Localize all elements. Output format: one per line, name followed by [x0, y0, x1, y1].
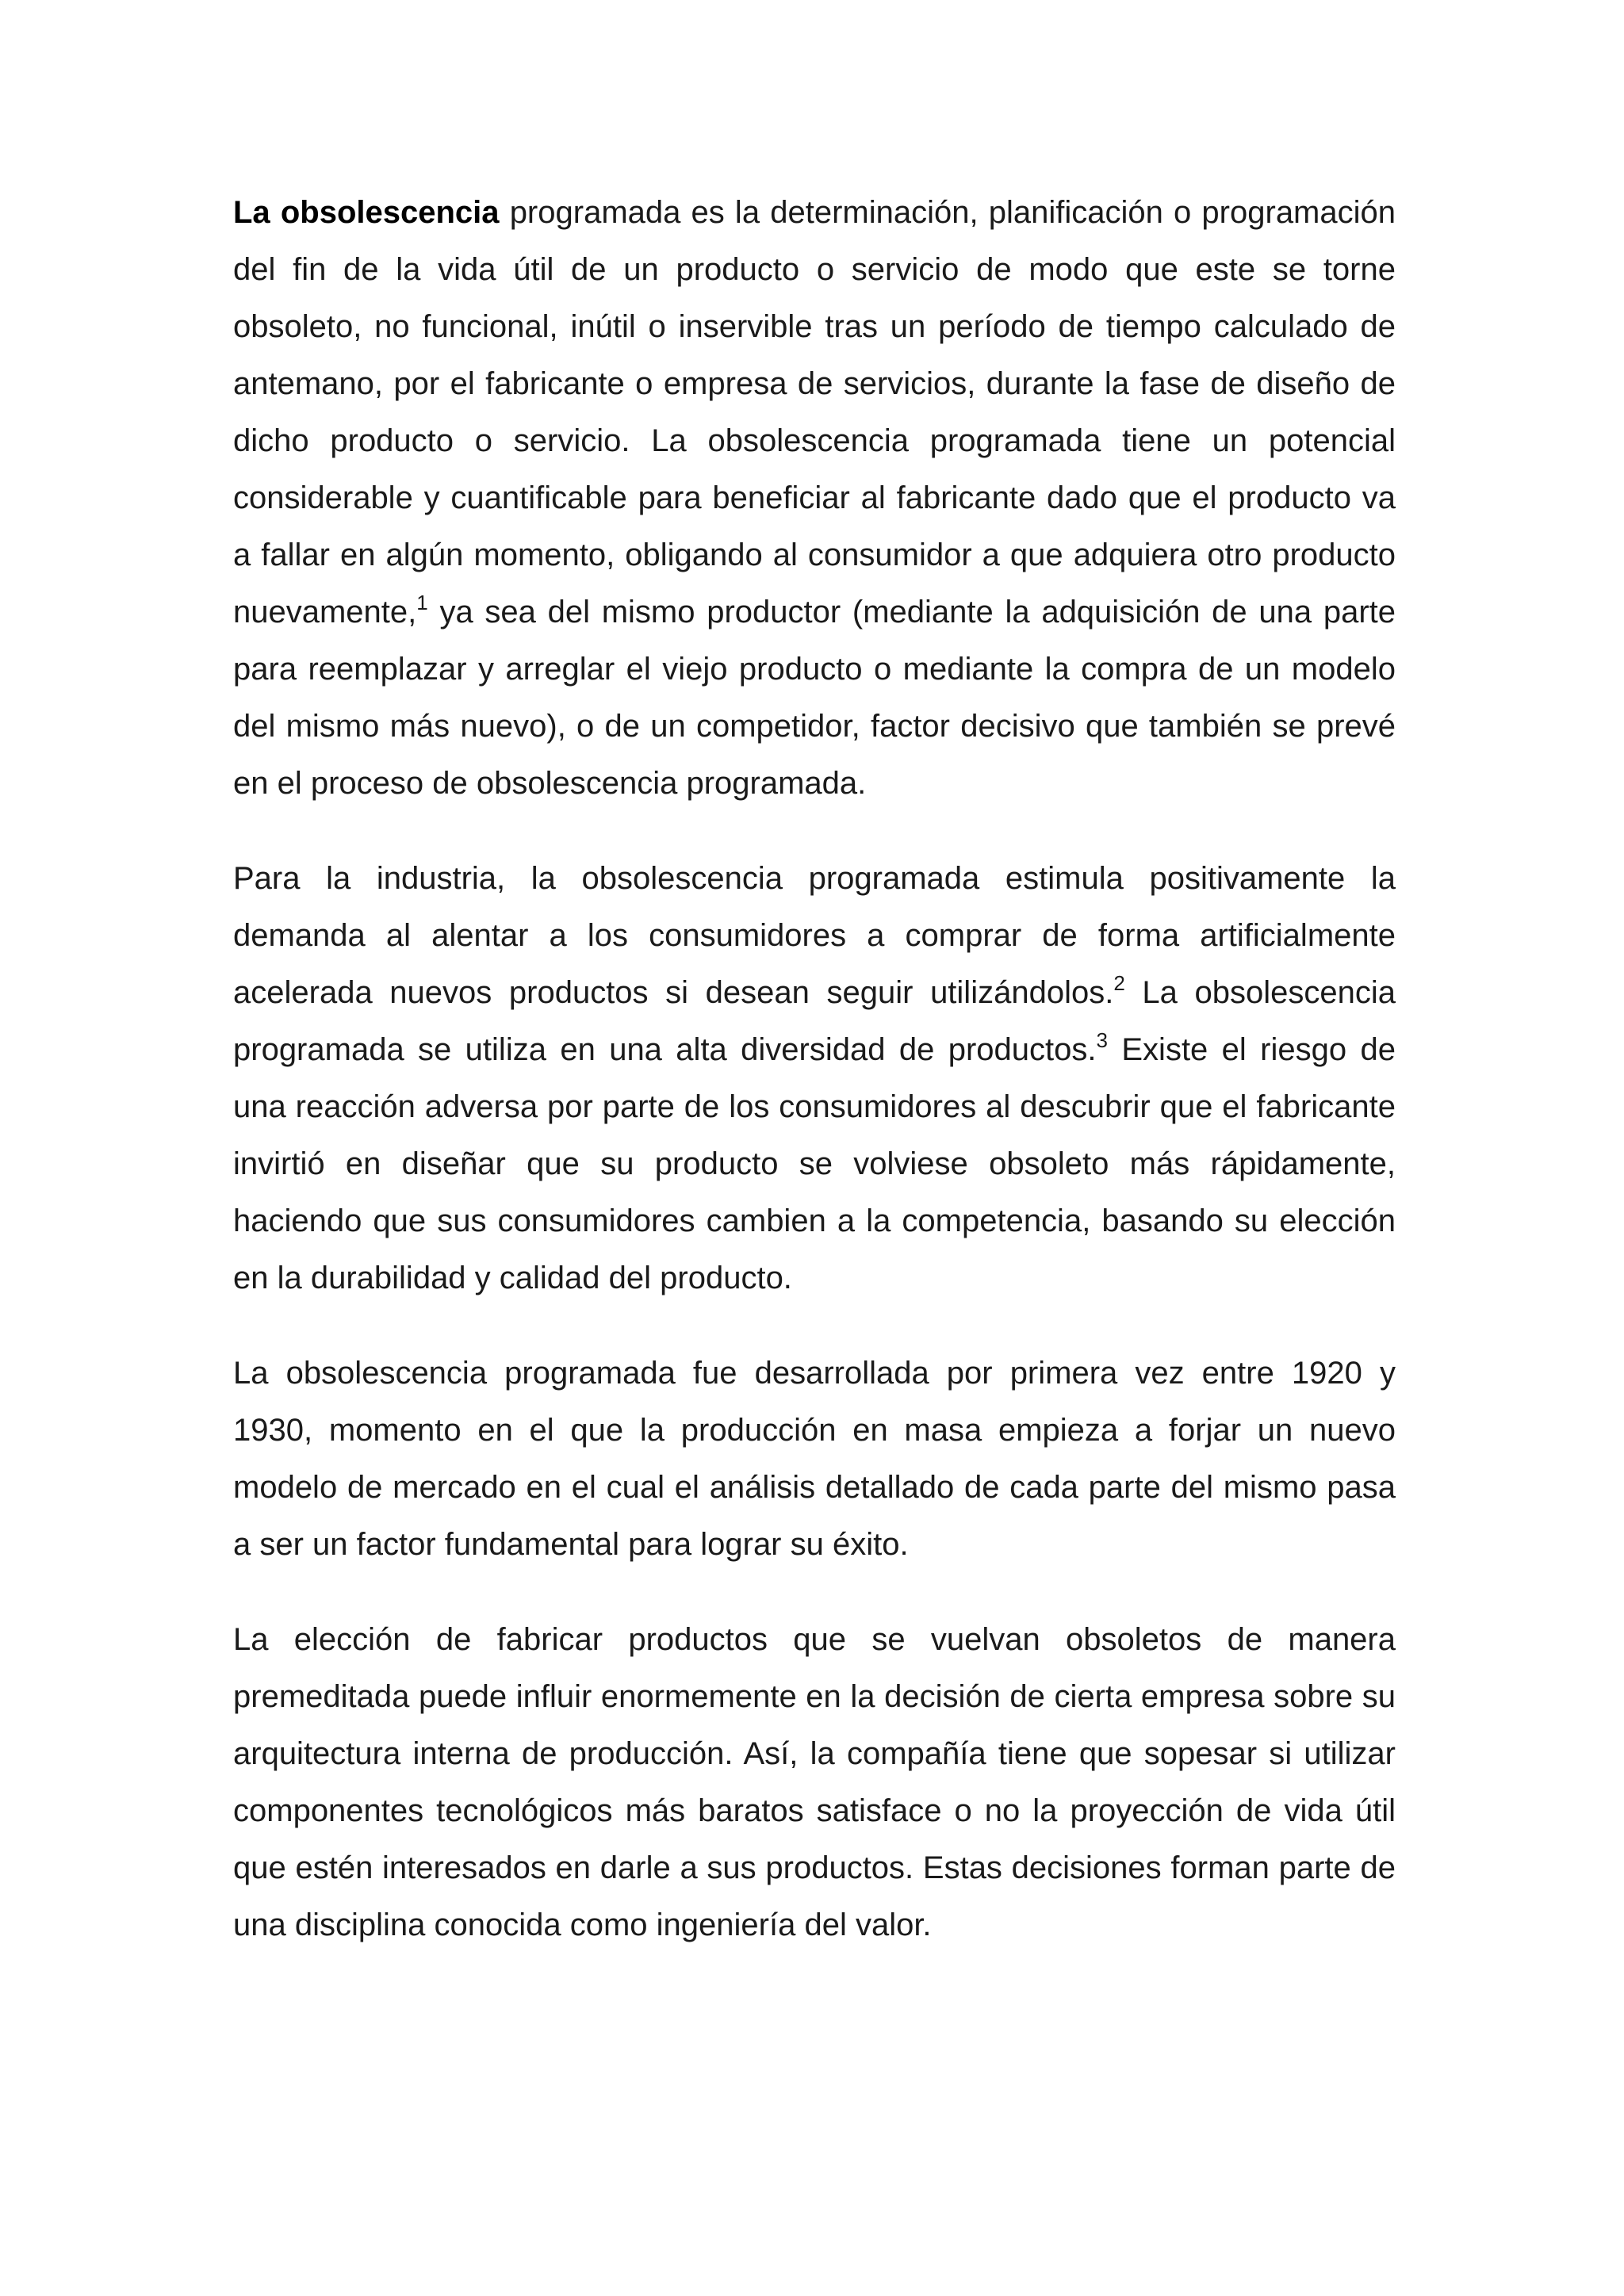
paragraph-4: La elección de fabricar productos que se vuelvan obsoletos de manera premeditada puede influir enormemente en la decisión de cierta empresa sobre su arquitectura interna de producción. Así, la compañía tiene que sopesar si utilizar componentes tecnológicos más baratos satisface o no la proyección de vida útil que estén interesados en darle a sus productos. Estas decisiones forman parte de una disciplina conocida como ingeniería del valor. — [233, 1622, 1396, 1942]
footnote-ref[interactable]: 3 — [1096, 1027, 1108, 1052]
paragraph-2 — [233, 850, 1396, 1307]
paragraph-text: programada es la determinación, planificación o programación del fin de la vida útil de un producto o servicio de modo que este se torne obsoleto, no funcional, inútil o inservible tras un período de tiempo calculado de antemano, por el fabricante o empresa de servicios, durante la fase de diseño de dicho producto o servicio. La obsolescencia programada tiene un potencial considerable y cuantificable para beneficiar al fabricante dado que el producto va a fallar en algún momento, obligando al consumidor a que adquiera otro producto nuevamente, — [233, 195, 1396, 629]
paragraph-lead-term: La obsolescencia — [233, 195, 500, 230]
footnote-ref[interactable]: 2 — [1113, 970, 1125, 995]
paragraph-3: La obsolescencia programada fue desarrollada por primera vez entre 1920 y 1930, momento en el que la producción en masa empieza a forjar un nuevo modelo de mercado en el cual el análisis detallado de cada parte del mismo pasa a ser un factor fundamental para lograr su éxito. — [233, 1356, 1396, 1562]
footnote-ref[interactable]: 1 — [416, 590, 428, 614]
paragraph-1 — [233, 184, 1396, 812]
paragraph-text: Para la industria, la obsolescencia programada estimula positivamente la demanda al alentar a los consumidores a comprar de forma artificialmente acelerada nuevos productos si desean seguir utilizándolos. — [233, 861, 1396, 1010]
document-body — [233, 184, 1396, 1954]
paragraph-text: Existe el riesgo de una reacción adversa por parte de los consumidores al descubrir que el fabricante invirtió en diseñar que su producto se volviese obsoleto más rápidamente, haciendo que sus consumidores cambien a la competencia, basando su elección en la durabilidad y calidad del producto. — [233, 1032, 1396, 1295]
paragraph-text: La obsolescencia programada se utiliza en una alta diversidad de productos. — [233, 975, 1396, 1067]
paragraph-text: ya sea del mismo productor (mediante la adquisición de una parte para reemplazar y arreglar el viejo producto o mediante la compra de un modelo del mismo más nuevo), o de un competidor, factor decisivo que también se prevé en el proceso de obsolescencia programada. — [233, 595, 1396, 801]
